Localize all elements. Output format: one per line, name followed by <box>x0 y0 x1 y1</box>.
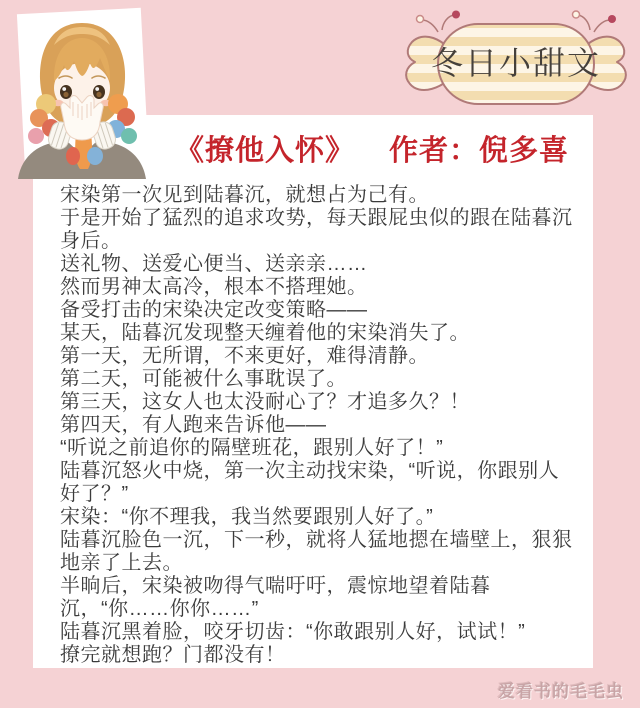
author-name: 作者：倪多喜 <box>389 135 570 167</box>
candy-banner-svg <box>396 10 636 116</box>
candy-banner <box>396 10 636 116</box>
synopsis-line: 陆暮沉脸色一沉，下一秒，就将人猛地摁在墙壁上，狠狠 <box>60 529 573 551</box>
synopsis-line: 沉，“你……你你……” <box>60 598 259 620</box>
banner-label: 冬日小甜文 <box>430 45 602 81</box>
synopsis-line: 送礼物、送爱心便当、送亲亲…… <box>60 253 368 275</box>
synopsis-line: 然而男神太高冷，根本不搭理她。 <box>60 276 368 298</box>
synopsis-line: 第二天，可能被什么事耽误了。 <box>60 368 347 390</box>
synopsis-line: 第一天，无所谓，不来更好，难得清静。 <box>60 345 429 367</box>
synopsis-line: 于是开始了猛烈的追求攻势，每天跟屁虫似的跟在陆暮沉 <box>60 207 573 229</box>
banner-antenna-right <box>573 11 617 32</box>
synopsis-line: 第四天，有人跑来告诉他—— <box>60 414 327 436</box>
watermark: 爱看书的毛毛虫 <box>498 682 624 701</box>
synopsis-line: 宋染第一次见到陆暮沉，就想占为己有。 <box>60 184 429 206</box>
synopsis-line: 陆暮沉黑着脸，咬牙切齿：“你敢跟别人好，试试！” <box>60 621 526 643</box>
synopsis-line: 身后。 <box>60 230 122 252</box>
synopsis-line: 陆暮沉怒火中烧，第一次主动找宋染，“听说，你跟别人 <box>60 460 560 482</box>
synopsis-line: 备受打击的宋染决定改变策略—— <box>60 299 368 321</box>
synopsis <box>33 184 593 667</box>
girl-illustration <box>8 3 156 179</box>
content-panel <box>33 115 593 668</box>
synopsis-line: 宋染：“你不理我，我当然要跟别人好了。” <box>60 506 434 528</box>
synopsis-line: 好了？” <box>60 483 129 505</box>
synopsis-line: 撩完就想跑？门都没有！ <box>60 644 286 666</box>
title-row <box>151 128 593 169</box>
girl-illustration-svg <box>8 3 156 179</box>
synopsis-line: “听说之前追你的隔壁班花，跟别人好了！” <box>60 437 444 459</box>
book-title: 《撩他入怀》 <box>174 135 355 167</box>
synopsis-line: 某天，陆暮沉发现整天缠着他的宋染消失了。 <box>60 322 470 344</box>
synopsis-line: 半晌后，宋染被吻得气喘吁吁，震惊地望着陆暮 <box>60 575 491 597</box>
synopsis-line: 地亲了上去。 <box>60 552 183 574</box>
banner-antenna-left <box>417 11 461 33</box>
synopsis-line: 第三天，这女人也太没耐心了？才追多久？！ <box>60 391 470 413</box>
